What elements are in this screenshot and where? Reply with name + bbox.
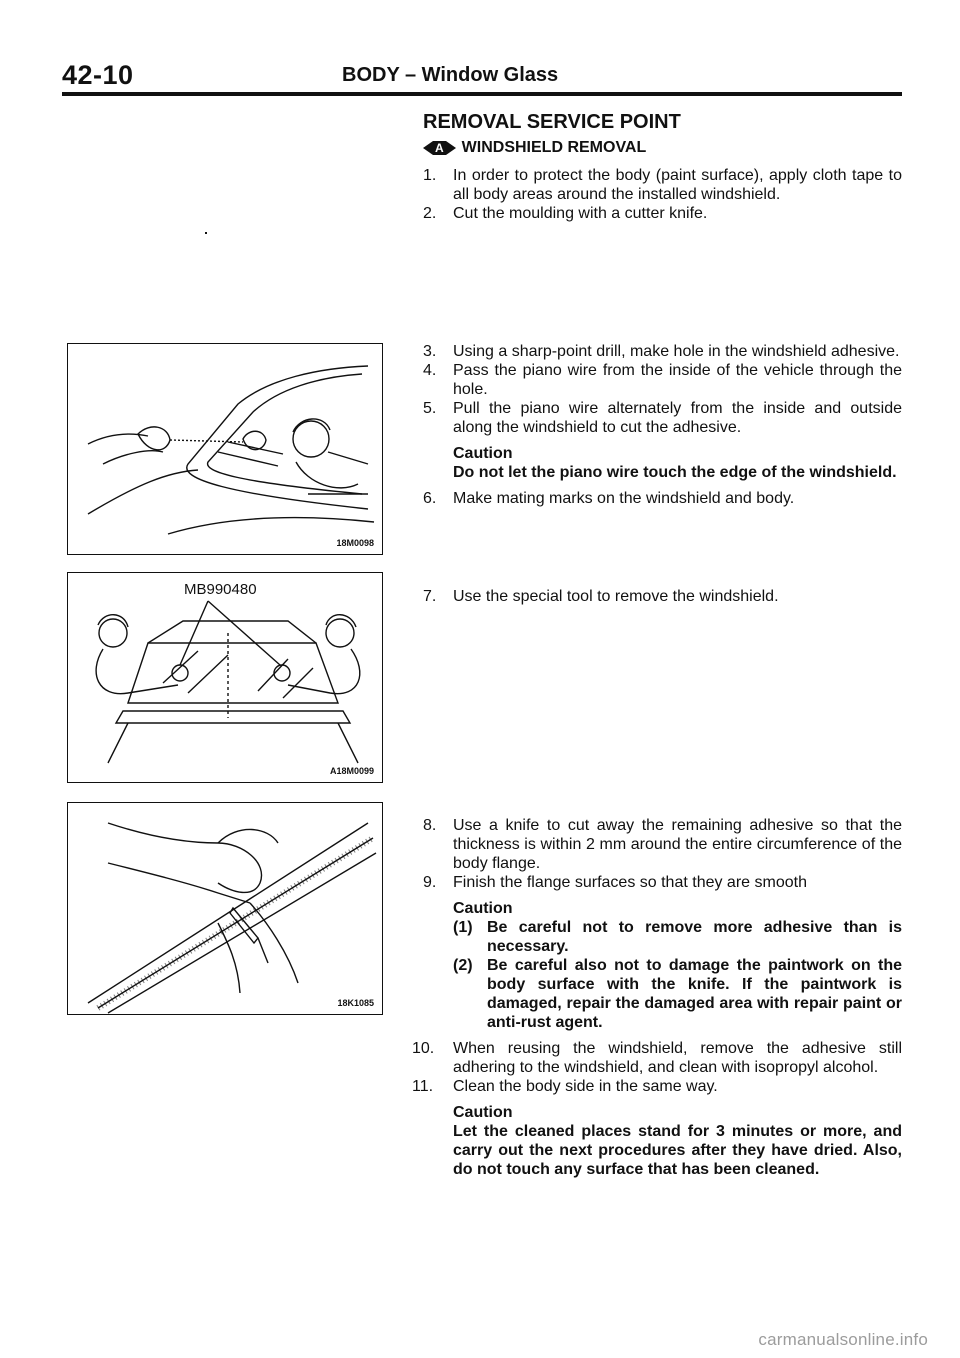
steps-block-1 [423, 166, 902, 223]
step-5: 5. Pull the piano wire alternately from the inside and outside along the windshield to cut the adhesive. [423, 400, 902, 436]
stray-mark [205, 232, 207, 234]
step-3: 3. Using a sharp-point drill, make hole in the windshield adhesive. [423, 343, 900, 360]
step-9: 9. Finish the flange surfaces so that they are smooth [423, 874, 807, 891]
step-1: 1. In order to protect the body (paint surface), apply cloth tape to all body areas around the installed windshield. [423, 167, 902, 203]
figure-code: 18M0098 [336, 538, 374, 548]
step-8: 8. Use a knife to cut away the remaining adhesive so that the thickness is within 2 mm around the entire circumference of the body flange. [423, 817, 902, 872]
header-rule [62, 92, 902, 96]
windshield-wire-illustration [68, 344, 382, 554]
knife-cutting-illustration [68, 803, 382, 1014]
step-11: 11. Clean the body side in the same way. [412, 1078, 718, 1095]
figure-special-tool [67, 572, 383, 783]
two-technicians-illustration [68, 573, 382, 782]
page-number: 42-10 [62, 60, 134, 90]
steps-block-3 [423, 587, 902, 606]
subsection-title: WINDSHIELD REMOVAL [461, 139, 647, 156]
step-4: 4. Pass the piano wire from the inside of the vehicle through the hole. [423, 362, 902, 398]
step-10: 10. When reusing the windshield, remove the adhesive still adhering to the windshield, and clean with isopropyl alcohol. [412, 1040, 902, 1076]
caution-2-item-2: (2) Be careful also not to damage the paintwork on the body surface with the knife. If the paintwork is damaged, repair the damaged area with repair paint or anti-rust agent. [453, 957, 902, 1031]
service-point-marker-icon: A [423, 141, 456, 155]
steps-block-4 [412, 816, 902, 1186]
figure-code: 18K1085 [337, 998, 374, 1008]
caution-3: Caution Let the cleaned places stand for 3 minutes or more, and carry out the next procedures after they have dried. Also, do not touch any surface that has been cleaned. [453, 1104, 902, 1178]
section-title: REMOVAL SERVICE POINT [423, 111, 681, 133]
tool-number-label: MB990480 [184, 581, 257, 598]
figure-piano-wire [67, 343, 383, 555]
figure-code: A18M0099 [329, 766, 374, 776]
chapter-title: BODY – Window Glass [342, 64, 559, 86]
caution-2-item-1: (1) Be careful not to remove more adhesive than is necessary. [453, 919, 902, 955]
step-6: 6. Make mating marks on the windshield and body. [423, 490, 795, 507]
step-7: 7. Use the special tool to remove the windshield. [423, 588, 779, 605]
steps-block-2 [423, 342, 902, 508]
watermark: carmanualsonline.info [758, 1330, 928, 1349]
figure-knife-cutting [67, 802, 383, 1015]
caution-1: Caution Do not let the piano wire touch the edge of the windshield. [453, 445, 897, 481]
subsection-heading [423, 139, 646, 157]
caution-2: Caution (1) Be careful not to remove more adhesive than is necessary. (2) Be careful also not to damage the paintwork on the body surface with the knife. If the paintwork is damaged, repair the damaged area with repair paint or anti-rust agent. [453, 900, 902, 1031]
step-2: 2. Cut the moulding with a cutter knife. [423, 205, 708, 222]
